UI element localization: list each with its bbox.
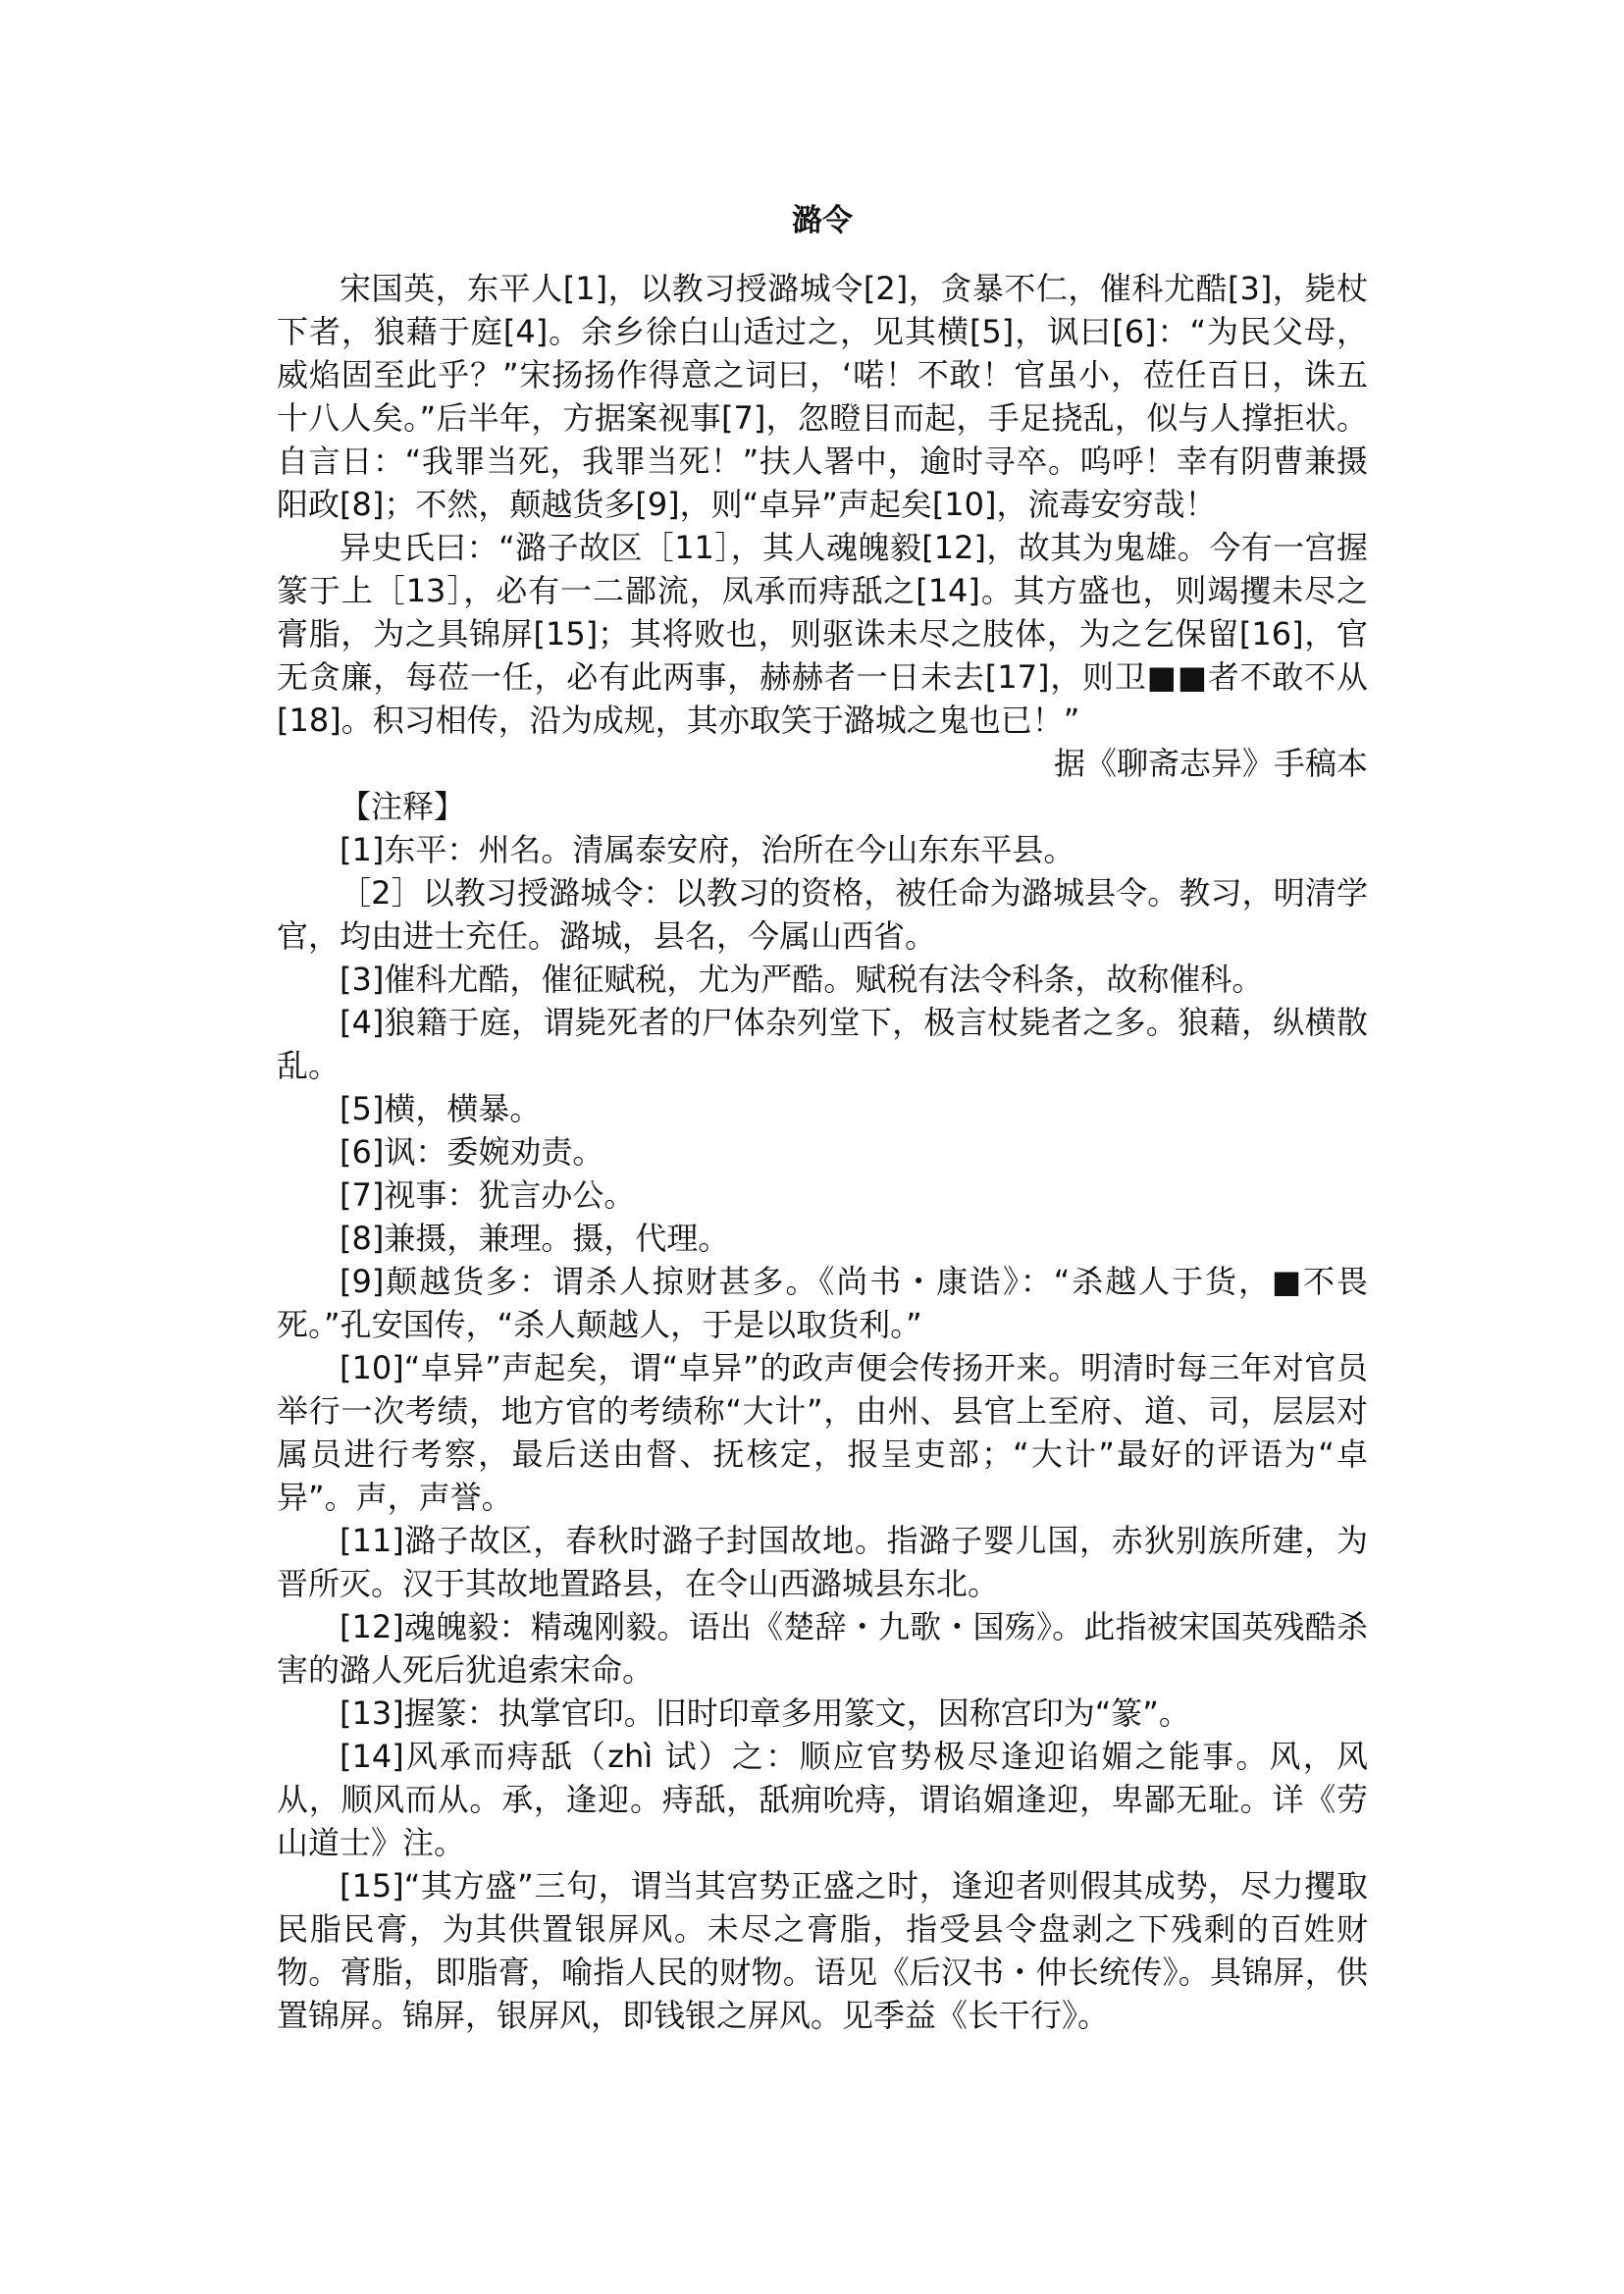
note-item: [12]魂魄毅：精魂刚毅。语出《楚辞・九歌・国殇》。此指被宋国英残酷杀害的潞人死后犹追索宋命。 (277, 1608, 1368, 1689)
note-item: [11]潞子故区，春秋时潞子封国故地。指潞子婴儿国，赤狄别族所建，为晋所灭。汉于其故地置路县，在令山西潞城县东北。 (277, 1522, 1368, 1602)
note-item: [4]狼籍于庭，谓毙死者的尸体杂列堂下，极言杖毙者之多。狼藉，纵横散乱。 (277, 1004, 1368, 1084)
body-paragraph: 宋国英，东平人[1]，以教习授潞城令[2]，贪暴不仁，催科尤酷[3]，毙杖下者，狼藉于庭[4]。余乡徐白山适过之，见其横[5]，讽曰[6]：“为民父母，威焰固至此乎？”宋扬扬作得意之词曰，‘喏！不敢！官虽小，莅任百日，诛五十八人矣。”后半年，方据案视事[7]，忽瞪目而起，手足挠乱，似与人撑拒状。自言日：“我罪当死，我罪当死！”扶人署中，逾时寻卒。呜呼！幸有阴曹兼摄阳政[8]；不然，颠越货多[9]，则“卓异”声起矣[10]，流毒安穷哉！ (277, 270, 1368, 523)
note-item: [15]“其方盛”三句，谓当其宫势正盛之时，逢迎者则假其成势，尽力攫取民脂民膏，为其供置银屏风。未尽之膏脂，指受县令盘剥之下残剩的百姓财物。膏脂，即脂膏，喻指人民的财物。语见《后汉书・仲长统传》。具锦屏，供置锦屏。锦屏，银屏风，即钱银之屏风。见季益《长干行》。 (277, 1867, 1368, 2034)
note-item: [8]兼摄，兼理。摄，代理。 (340, 1220, 730, 1257)
note-item: [6]讽：委婉劝责。 (340, 1133, 604, 1171)
source-citation: 据《聊斋志异》手稿本 (1053, 745, 1368, 782)
notes-list (277, 828, 1368, 2037)
note-item: [10]“卓异”声起矣，谓“卓异”的政声便会传扬开来。明清时每三年对官员举行一次考绩，地方官的考绩称“大计”，由州、县官上至府、道、司，层层对属员进行考察，最后送由督、抚核定，报呈吏部；“大计”最好的评语为“卓异”。声，声誉。 (277, 1349, 1368, 1516)
note-item: [14]风承而痔舐（zhì 试）之：顺应官势极尽逢迎谄媚之能事。风，风从，顺风而从。承，逢迎。痔舐，舐痈吮痔，谓谄媚逢迎，卑鄙无耻。详《劳山道士》注。 (277, 1738, 1368, 1861)
page-title: 潞令 (792, 203, 853, 238)
commentary-paragraph: 异史氏曰：“潞子故区［11］，其人魂魄毅[12]，故其为鬼雄。今有一宫握篆于上［13］，必有一二鄙流，凤承而痔舐之[14]。其方盛也，则竭攫未尽之膏脂，为之具锦屏[15]；其将败也，则驱诛未尽之肢体，为之乞保留[16]，官无贪廉，每莅一任，必有此两事，赫赫者一日未去[17]，则卫■■者不敢不从[18]。积习相传，沿为成规，其亦取笑于潞城之鬼也已！” (277, 529, 1368, 739)
note-item: [9]颠越货多：谓杀人掠财甚多。《尚书・康诰》：“杀越人于货，■不畏死。”孔安国传，“杀人颠越人，于是以取货利。” (277, 1263, 1368, 1343)
note-item: [3]催科尤酷，催征赋税，尤为严酷。赋税有法令科条，故称催科。 (340, 961, 1264, 998)
note-item: [1]东平：州名。清属泰安府，治所在今山东东平县。 (340, 831, 1075, 868)
note-item: [7]视事：犹言办公。 (340, 1176, 636, 1214)
document-page (277, 196, 1368, 2037)
notes-heading: 【注释】 (340, 788, 466, 825)
note-item: ［2］以教习授潞城令：以教习的资格，被任命为潞城县令。教习，明清学官，均由进士充任。潞城，县名，今属山西省。 (277, 874, 1368, 955)
note-item: [5]横，横暴。 (340, 1090, 542, 1127)
note-item: [13]握篆：执掌官印。旧时印章多用篆文，因称宫印为“篆”。 (340, 1694, 1190, 1732)
